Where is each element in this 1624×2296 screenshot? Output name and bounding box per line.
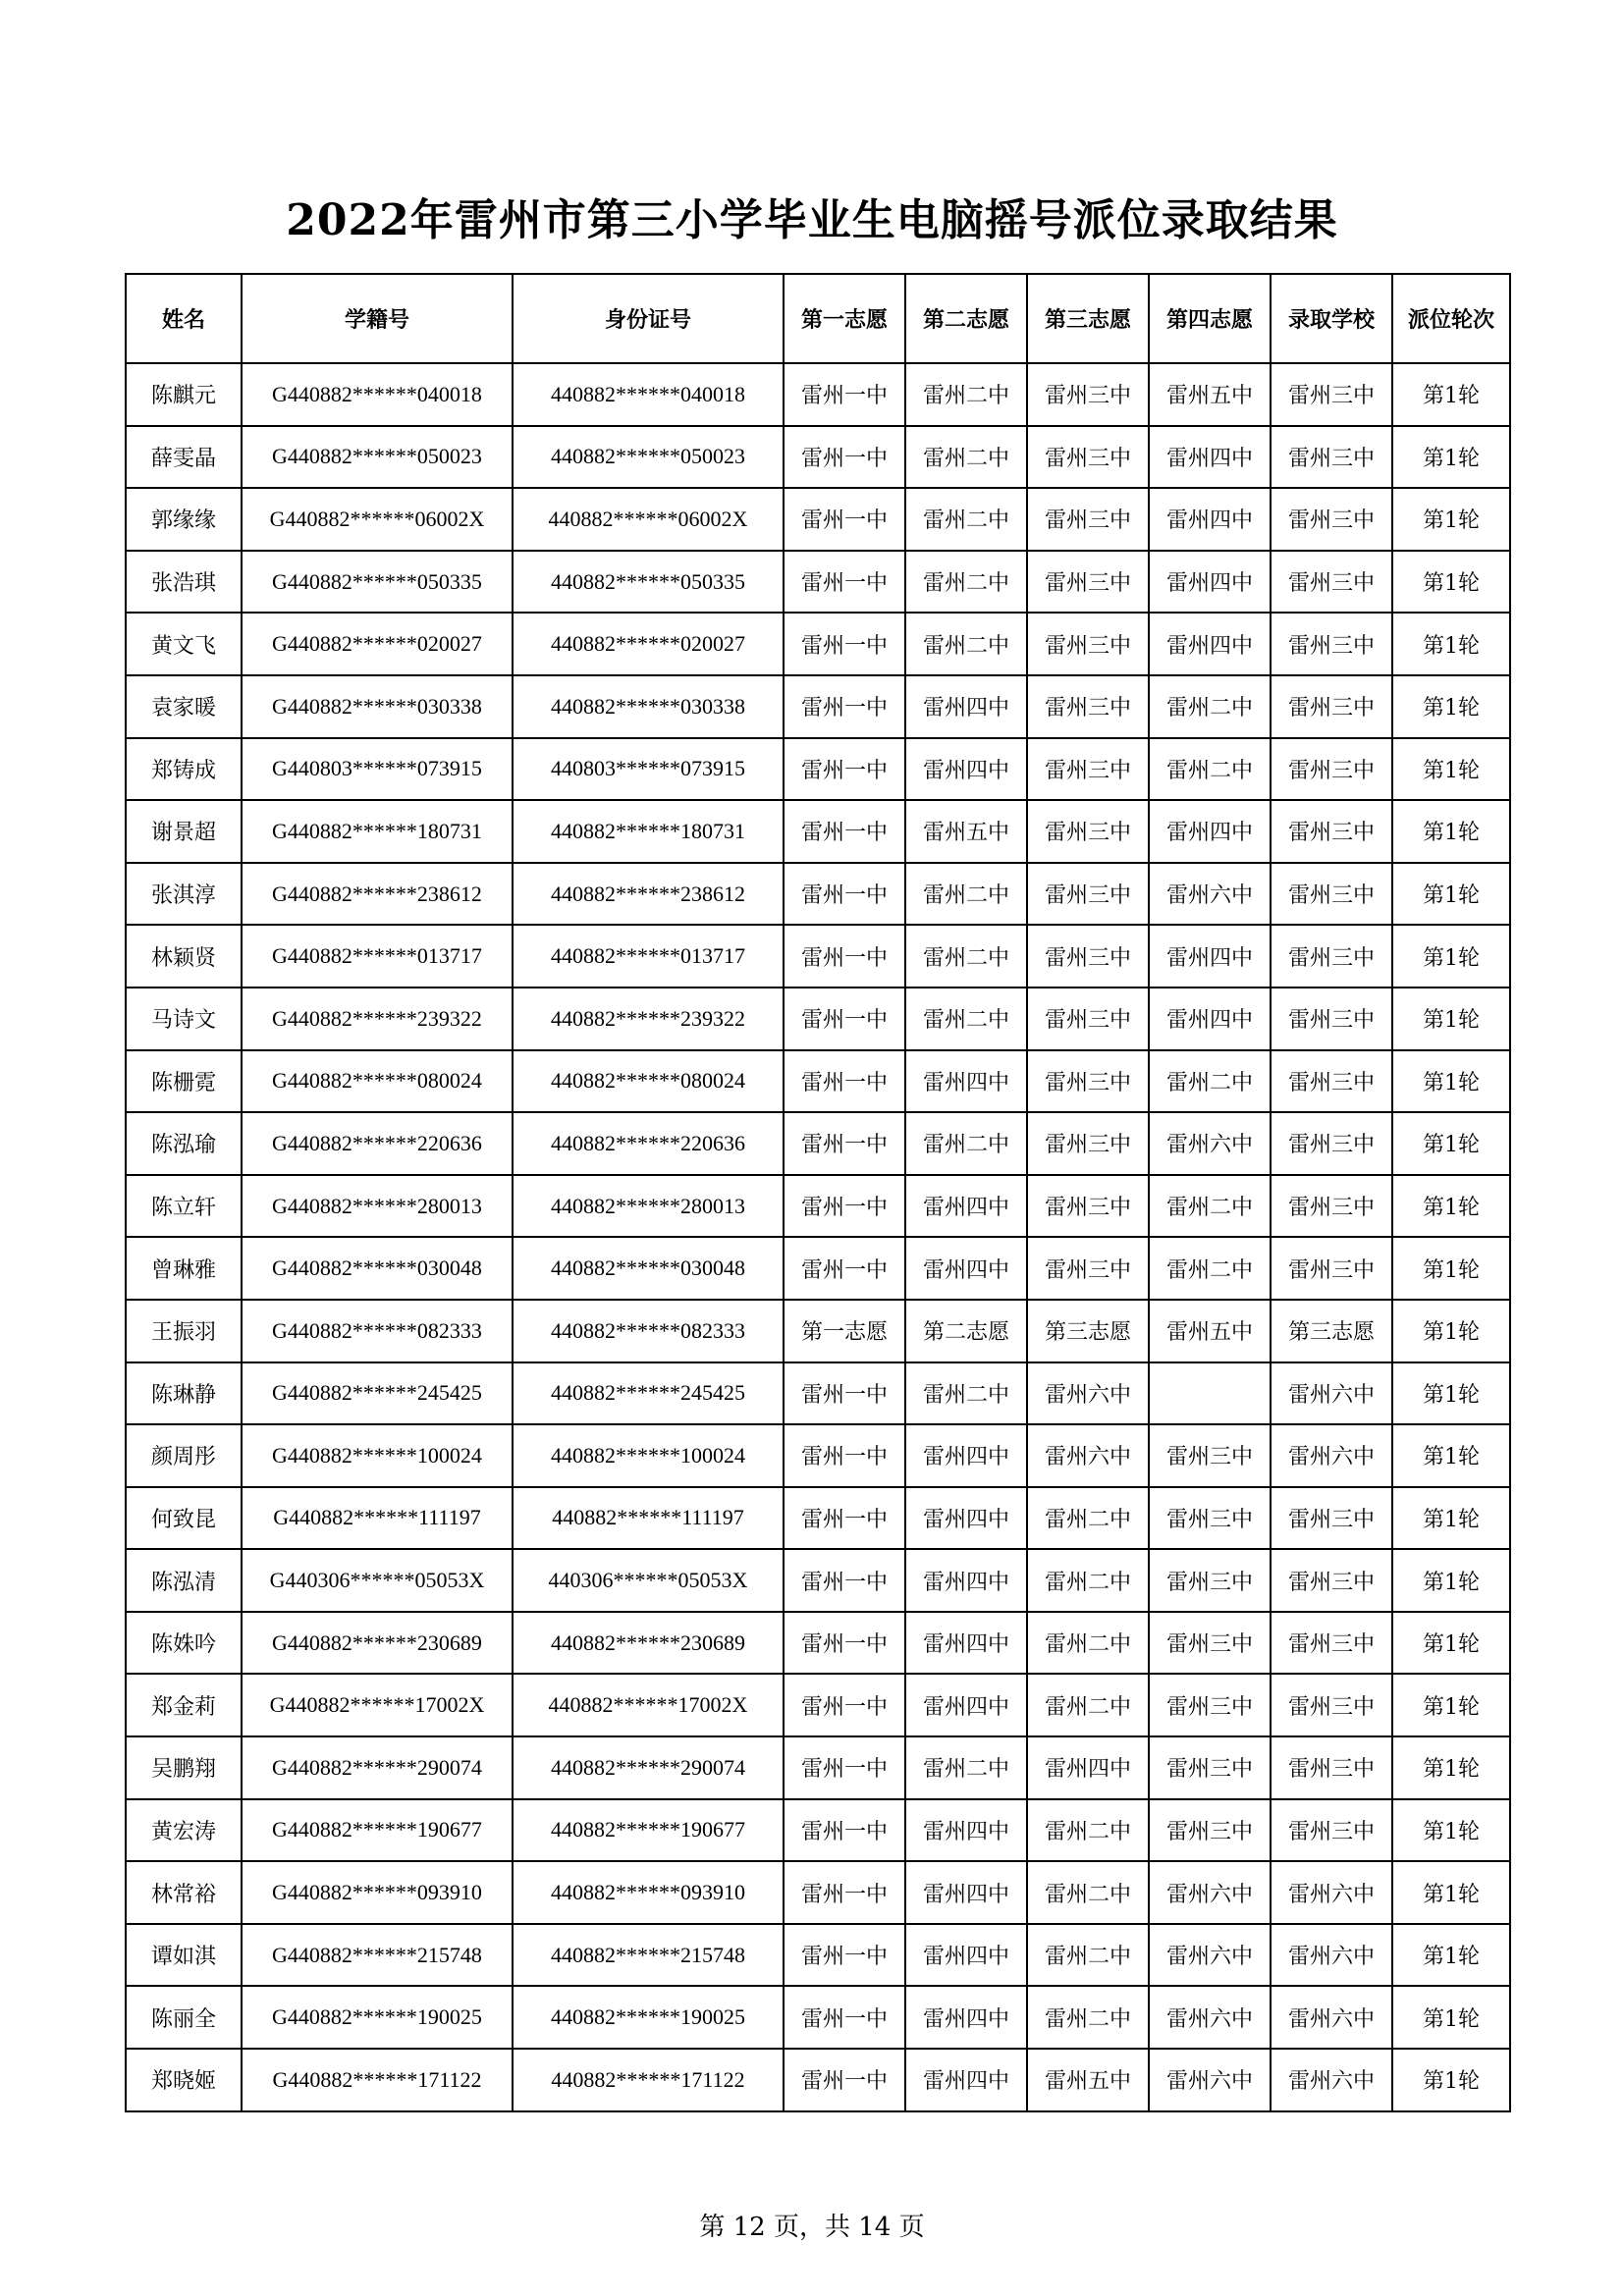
cell-name: 张淇淳: [126, 863, 242, 926]
cell-name: 张浩琪: [126, 551, 242, 614]
table-row: [126, 1799, 1510, 1862]
cell-admitted-school: 雷州三中: [1271, 551, 1392, 614]
col-header-choice-4: 第四志愿: [1149, 274, 1271, 363]
page-footer: 第 12 页，共 14 页: [699, 2213, 925, 2242]
cell-student-id: G440803******073915: [242, 738, 513, 801]
cell-student-id: G440882******030048: [242, 1237, 513, 1300]
cell-name: 薛雯晶: [126, 426, 242, 489]
cell-choice-1: 雷州一中: [784, 675, 905, 738]
cell-choice-2: 雷州二中: [905, 488, 1027, 551]
cell-id-card: 440882******100024: [513, 1424, 784, 1487]
cell-id-card: 440882******245425: [513, 1362, 784, 1425]
cell-choice-1: 雷州一中: [784, 1050, 905, 1113]
cell-admitted-school: 雷州三中: [1271, 1175, 1392, 1238]
cell-round: 第1轮: [1392, 613, 1510, 675]
table-row: [126, 1362, 1510, 1425]
cell-admitted-school: 雷州六中: [1271, 1924, 1392, 1987]
cell-choice-3: 雷州三中: [1027, 1237, 1149, 1300]
cell-choice-3: 雷州二中: [1027, 1986, 1149, 2049]
cell-student-id: G440882******220636: [242, 1112, 513, 1175]
cell-choice-1: 雷州一中: [784, 800, 905, 863]
col-header-student-id: 学籍号: [242, 274, 513, 363]
cell-student-id: G440882******238612: [242, 863, 513, 926]
cell-admitted-school: 雷州三中: [1271, 988, 1392, 1050]
cell-name: 郑金莉: [126, 1674, 242, 1736]
cell-choice-1: 雷州一中: [784, 426, 905, 489]
cell-name: 陈丽全: [126, 1986, 242, 2049]
table-row: [126, 1986, 1510, 2049]
cell-choice-2: 雷州四中: [905, 1175, 1027, 1238]
cell-round: 第1轮: [1392, 1362, 1510, 1425]
cell-choice-3: 雷州二中: [1027, 1924, 1149, 1987]
cell-choice-3: 雷州三中: [1027, 1050, 1149, 1113]
cell-id-card: 440882******080024: [513, 1050, 784, 1113]
cell-choice-2: 雷州二中: [905, 925, 1027, 988]
cell-choice-1: 雷州一中: [784, 1487, 905, 1550]
table-row: [126, 1050, 1510, 1113]
cell-choice-2: 雷州四中: [905, 1924, 1027, 1987]
cell-choice-2: 雷州四中: [905, 1237, 1027, 1300]
cell-round: 第1轮: [1392, 1175, 1510, 1238]
cell-choice-4: 雷州六中: [1149, 1924, 1271, 1987]
cell-choice-1: 雷州一中: [784, 1861, 905, 1924]
cell-choice-2: 雷州四中: [905, 1549, 1027, 1612]
cell-choice-2: 雷州二中: [905, 1362, 1027, 1425]
cell-choice-3: 第三志愿: [1027, 1300, 1149, 1362]
table-row: [126, 800, 1510, 863]
cell-choice-2: 雷州二中: [905, 613, 1027, 675]
cell-admitted-school: 雷州三中: [1271, 1112, 1392, 1175]
cell-choice-1: 雷州一中: [784, 863, 905, 926]
cell-choice-2: 雷州四中: [905, 1424, 1027, 1487]
cell-round: 第1轮: [1392, 2049, 1510, 2111]
cell-choice-4: 雷州五中: [1149, 363, 1271, 426]
cell-name: 袁家暖: [126, 675, 242, 738]
table-row: [126, 1175, 1510, 1238]
cell-admitted-school: 雷州三中: [1271, 613, 1392, 675]
cell-id-card: 440882******180731: [513, 800, 784, 863]
cell-choice-3: 雷州二中: [1027, 1612, 1149, 1675]
col-header-id-card: 身份证号: [513, 274, 784, 363]
cell-choice-2: 第二志愿: [905, 1300, 1027, 1362]
cell-choice-3: 雷州三中: [1027, 988, 1149, 1050]
cell-admitted-school: 雷州六中: [1271, 1424, 1392, 1487]
cell-round: 第1轮: [1392, 1674, 1510, 1736]
cell-id-card: 440882******111197: [513, 1487, 784, 1550]
page-title: 2022年雷州市第三小学毕业生电脑摇号派位录取结果: [286, 195, 1338, 245]
cell-id-card: 440882******082333: [513, 1300, 784, 1362]
cell-name: 陈泓清: [126, 1549, 242, 1612]
cell-choice-1: 雷州一中: [784, 2049, 905, 2111]
cell-choice-4: 雷州三中: [1149, 1424, 1271, 1487]
cell-id-card: 440882******239322: [513, 988, 784, 1050]
cell-round: 第1轮: [1392, 1799, 1510, 1862]
table-row: [126, 1487, 1510, 1550]
cell-choice-4: 雷州六中: [1149, 863, 1271, 926]
cell-choice-1: 雷州一中: [784, 1612, 905, 1675]
cell-choice-4: 雷州三中: [1149, 1674, 1271, 1736]
cell-choice-4: 雷州六中: [1149, 1986, 1271, 2049]
col-header-choice-1: 第一志愿: [784, 274, 905, 363]
cell-student-id: G440882******180731: [242, 800, 513, 863]
cell-name: 郑晓姬: [126, 2049, 242, 2111]
cell-name: 郭缘缘: [126, 488, 242, 551]
cell-admitted-school: 雷州三中: [1271, 738, 1392, 801]
cell-round: 第1轮: [1392, 1424, 1510, 1487]
cell-choice-4: 雷州四中: [1149, 800, 1271, 863]
cell-name: 林常裕: [126, 1861, 242, 1924]
cell-choice-3: 雷州三中: [1027, 488, 1149, 551]
cell-id-card: 440882******013717: [513, 925, 784, 988]
cell-choice-1: 雷州一中: [784, 738, 905, 801]
cell-choice-4: 雷州六中: [1149, 2049, 1271, 2111]
table-row: [126, 1300, 1510, 1362]
cell-admitted-school: 第三志愿: [1271, 1300, 1392, 1362]
cell-name: 陈琳静: [126, 1362, 242, 1425]
cell-student-id: G440882******040018: [242, 363, 513, 426]
cell-admitted-school: 雷州六中: [1271, 1362, 1392, 1425]
cell-id-card: 440882******17002X: [513, 1674, 784, 1736]
cell-id-card: 440882******215748: [513, 1924, 784, 1987]
table-row: [126, 675, 1510, 738]
cell-round: 第1轮: [1392, 925, 1510, 988]
cell-choice-4: 雷州三中: [1149, 1612, 1271, 1675]
cell-student-id: G440882******290074: [242, 1736, 513, 1799]
cell-choice-4: 雷州六中: [1149, 1112, 1271, 1175]
cell-choice-2: 雷州四中: [905, 738, 1027, 801]
cell-student-id: G440882******230689: [242, 1612, 513, 1675]
cell-admitted-school: 雷州六中: [1271, 1986, 1392, 2049]
col-header-round: 派位轮次: [1392, 274, 1510, 363]
cell-choice-3: 雷州三中: [1027, 1112, 1149, 1175]
cell-id-card: 440882******030338: [513, 675, 784, 738]
col-header-name: 姓名: [126, 274, 242, 363]
cell-choice-3: 雷州六中: [1027, 1424, 1149, 1487]
cell-choice-1: 雷州一中: [784, 363, 905, 426]
cell-choice-2: 雷州二中: [905, 426, 1027, 489]
cell-choice-2: 雷州四中: [905, 1861, 1027, 1924]
cell-round: 第1轮: [1392, 675, 1510, 738]
cell-round: 第1轮: [1392, 551, 1510, 614]
table-header-row: [126, 274, 1510, 363]
cell-id-card: 440882******06002X: [513, 488, 784, 551]
cell-choice-4: 雷州二中: [1149, 1050, 1271, 1113]
cell-round: 第1轮: [1392, 863, 1510, 926]
cell-choice-1: 雷州一中: [784, 1986, 905, 2049]
cell-admitted-school: 雷州三中: [1271, 488, 1392, 551]
cell-student-id: G440882******013717: [242, 925, 513, 988]
cell-student-id: G440882******280013: [242, 1175, 513, 1238]
cell-choice-4: 雷州二中: [1149, 738, 1271, 801]
cell-id-card: 440306******05053X: [513, 1549, 784, 1612]
cell-name: 颜周彤: [126, 1424, 242, 1487]
cell-choice-1: 雷州一中: [784, 1424, 905, 1487]
cell-round: 第1轮: [1392, 1112, 1510, 1175]
cell-choice-1: 雷州一中: [784, 1736, 905, 1799]
cell-id-card: 440882******238612: [513, 863, 784, 926]
cell-admitted-school: 雷州三中: [1271, 1237, 1392, 1300]
table-row: [126, 738, 1510, 801]
cell-id-card: 440882******050023: [513, 426, 784, 489]
cell-admitted-school: 雷州三中: [1271, 1799, 1392, 1862]
cell-choice-4: 雷州六中: [1149, 1861, 1271, 1924]
cell-round: 第1轮: [1392, 1924, 1510, 1987]
cell-choice-2: 雷州四中: [905, 1050, 1027, 1113]
cell-round: 第1轮: [1392, 800, 1510, 863]
table-row: [126, 426, 1510, 489]
cell-round: 第1轮: [1392, 1986, 1510, 2049]
table-row: [126, 863, 1510, 926]
cell-choice-4: 雷州三中: [1149, 1549, 1271, 1612]
cell-choice-3: 雷州三中: [1027, 863, 1149, 926]
table-row: [126, 1736, 1510, 1799]
cell-id-card: 440882******030048: [513, 1237, 784, 1300]
cell-choice-2: 雷州二中: [905, 1112, 1027, 1175]
col-header-choice-2: 第二志愿: [905, 274, 1027, 363]
cell-id-card: 440882******171122: [513, 2049, 784, 2111]
cell-choice-4: 雷州二中: [1149, 675, 1271, 738]
cell-student-id: G440882******215748: [242, 1924, 513, 1987]
cell-student-id: G440882******082333: [242, 1300, 513, 1362]
cell-student-id: G440882******030338: [242, 675, 513, 738]
cell-choice-3: 雷州六中: [1027, 1362, 1149, 1425]
cell-round: 第1轮: [1392, 426, 1510, 489]
col-header-admitted-school: 录取学校: [1271, 274, 1392, 363]
cell-choice-2: 雷州四中: [905, 1674, 1027, 1736]
cell-round: 第1轮: [1392, 1612, 1510, 1675]
cell-name: 陈泓瑜: [126, 1112, 242, 1175]
cell-student-id: G440882******06002X: [242, 488, 513, 551]
table-row: [126, 551, 1510, 614]
admission-result-table: [125, 273, 1511, 2112]
table-row: [126, 988, 1510, 1050]
cell-choice-1: 雷州一中: [784, 551, 905, 614]
cell-choice-1: 雷州一中: [784, 488, 905, 551]
cell-student-id: G440306******05053X: [242, 1549, 513, 1612]
cell-choice-4: 雷州三中: [1149, 1487, 1271, 1550]
cell-student-id: G440882******190025: [242, 1986, 513, 2049]
cell-name: 黄文飞: [126, 613, 242, 675]
cell-admitted-school: 雷州三中: [1271, 925, 1392, 988]
cell-choice-3: 雷州二中: [1027, 1549, 1149, 1612]
cell-id-card: 440882******020027: [513, 613, 784, 675]
cell-choice-3: 雷州三中: [1027, 551, 1149, 614]
cell-choice-2: 雷州四中: [905, 1799, 1027, 1862]
cell-choice-4: 雷州二中: [1149, 1175, 1271, 1238]
cell-name: 林颖贤: [126, 925, 242, 988]
cell-choice-2: 雷州二中: [905, 988, 1027, 1050]
cell-student-id: G440882******050335: [242, 551, 513, 614]
cell-name: 曾琳雅: [126, 1237, 242, 1300]
cell-choice-1: 雷州一中: [784, 1924, 905, 1987]
cell-choice-1: 雷州一中: [784, 1799, 905, 1862]
cell-id-card: 440882******280013: [513, 1175, 784, 1238]
cell-name: 陈麒元: [126, 363, 242, 426]
cell-admitted-school: 雷州六中: [1271, 2049, 1392, 2111]
cell-choice-2: 雷州四中: [905, 1986, 1027, 2049]
cell-student-id: G440882******050023: [242, 426, 513, 489]
cell-name: 郑铸成: [126, 738, 242, 801]
cell-choice-3: 雷州四中: [1027, 1736, 1149, 1799]
cell-choice-3: 雷州三中: [1027, 363, 1149, 426]
cell-round: 第1轮: [1392, 488, 1510, 551]
cell-round: 第1轮: [1392, 1549, 1510, 1612]
cell-choice-1: 雷州一中: [784, 988, 905, 1050]
cell-id-card: 440882******093910: [513, 1861, 784, 1924]
cell-id-card: 440882******220636: [513, 1112, 784, 1175]
cell-id-card: 440882******050335: [513, 551, 784, 614]
cell-student-id: G440882******093910: [242, 1861, 513, 1924]
cell-choice-4: 雷州四中: [1149, 988, 1271, 1050]
cell-round: 第1轮: [1392, 1300, 1510, 1362]
cell-choice-4: 雷州四中: [1149, 925, 1271, 988]
cell-student-id: G440882******190677: [242, 1799, 513, 1862]
cell-choice-3: 雷州三中: [1027, 613, 1149, 675]
table-row: [126, 1424, 1510, 1487]
cell-student-id: G440882******020027: [242, 613, 513, 675]
cell-round: 第1轮: [1392, 1050, 1510, 1113]
cell-id-card: 440882******040018: [513, 363, 784, 426]
table-row: [126, 1924, 1510, 1987]
cell-student-id: G440882******080024: [242, 1050, 513, 1113]
col-header-choice-3: 第三志愿: [1027, 274, 1149, 363]
table-row: [126, 1549, 1510, 1612]
cell-name: 何致昆: [126, 1487, 242, 1550]
cell-name: 陈栅霓: [126, 1050, 242, 1113]
cell-id-card: 440803******073915: [513, 738, 784, 801]
cell-name: 马诗文: [126, 988, 242, 1050]
cell-admitted-school: 雷州三中: [1271, 1487, 1392, 1550]
cell-student-id: G440882******17002X: [242, 1674, 513, 1736]
cell-choice-3: 雷州二中: [1027, 1799, 1149, 1862]
table-row: [126, 363, 1510, 426]
cell-name: 王振羽: [126, 1300, 242, 1362]
cell-choice-3: 雷州三中: [1027, 426, 1149, 489]
cell-choice-3: 雷州二中: [1027, 1487, 1149, 1550]
cell-choice-1: 雷州一中: [784, 613, 905, 675]
cell-name: 黄宏涛: [126, 1799, 242, 1862]
cell-choice-1: 雷州一中: [784, 1549, 905, 1612]
cell-admitted-school: 雷州三中: [1271, 1612, 1392, 1675]
cell-choice-3: 雷州三中: [1027, 925, 1149, 988]
cell-name: 陈立轩: [126, 1175, 242, 1238]
cell-choice-4: 雷州三中: [1149, 1736, 1271, 1799]
table-row: [126, 1112, 1510, 1175]
cell-choice-3: 雷州二中: [1027, 1861, 1149, 1924]
cell-choice-2: 雷州五中: [905, 800, 1027, 863]
cell-choice-2: 雷州四中: [905, 1612, 1027, 1675]
cell-choice-1: 雷州一中: [784, 1175, 905, 1238]
cell-round: 第1轮: [1392, 738, 1510, 801]
cell-choice-4: 雷州二中: [1149, 1237, 1271, 1300]
cell-choice-3: 雷州三中: [1027, 675, 1149, 738]
cell-choice-2: 雷州二中: [905, 863, 1027, 926]
cell-choice-4: 雷州四中: [1149, 426, 1271, 489]
cell-choice-4: 雷州四中: [1149, 613, 1271, 675]
cell-round: 第1轮: [1392, 1237, 1510, 1300]
cell-admitted-school: 雷州三中: [1271, 863, 1392, 926]
cell-admitted-school: 雷州三中: [1271, 1674, 1392, 1736]
cell-student-id: G440882******100024: [242, 1424, 513, 1487]
cell-choice-2: 雷州二中: [905, 363, 1027, 426]
cell-admitted-school: 雷州三中: [1271, 1736, 1392, 1799]
table-row: [126, 925, 1510, 988]
cell-choice-3: 雷州三中: [1027, 800, 1149, 863]
cell-choice-2: 雷州四中: [905, 675, 1027, 738]
cell-round: 第1轮: [1392, 1736, 1510, 1799]
cell-choice-4: 雷州五中: [1149, 1300, 1271, 1362]
cell-name: 谢景超: [126, 800, 242, 863]
cell-admitted-school: 雷州三中: [1271, 426, 1392, 489]
cell-student-id: G440882******171122: [242, 2049, 513, 2111]
cell-choice-2: 雷州二中: [905, 1736, 1027, 1799]
cell-choice-1: 雷州一中: [784, 1362, 905, 1425]
table-row: [126, 1237, 1510, 1300]
cell-student-id: G440882******239322: [242, 988, 513, 1050]
cell-round: 第1轮: [1392, 988, 1510, 1050]
cell-id-card: 440882******190677: [513, 1799, 784, 1862]
cell-name: 谭如淇: [126, 1924, 242, 1987]
cell-choice-1: 雷州一中: [784, 1112, 905, 1175]
table-row: [126, 1861, 1510, 1924]
cell-choice-4: 雷州四中: [1149, 551, 1271, 614]
cell-choice-1: 雷州一中: [784, 1674, 905, 1736]
cell-name: 吴鹏翔: [126, 1736, 242, 1799]
table-row: [126, 488, 1510, 551]
cell-choice-3: 雷州三中: [1027, 1175, 1149, 1238]
cell-choice-3: 雷州五中: [1027, 2049, 1149, 2111]
cell-choice-1: 雷州一中: [784, 1237, 905, 1300]
cell-admitted-school: 雷州三中: [1271, 363, 1392, 426]
cell-choice-4: [1149, 1362, 1271, 1425]
cell-choice-2: 雷州四中: [905, 2049, 1027, 2111]
cell-student-id: G440882******245425: [242, 1362, 513, 1425]
cell-id-card: 440882******230689: [513, 1612, 784, 1675]
table-row: [126, 1674, 1510, 1736]
cell-choice-2: 雷州二中: [905, 551, 1027, 614]
cell-admitted-school: 雷州三中: [1271, 800, 1392, 863]
cell-student-id: G440882******111197: [242, 1487, 513, 1550]
table-row: [126, 1612, 1510, 1675]
cell-round: 第1轮: [1392, 1861, 1510, 1924]
cell-choice-1: 第一志愿: [784, 1300, 905, 1362]
cell-admitted-school: 雷州三中: [1271, 1050, 1392, 1113]
cell-admitted-school: 雷州三中: [1271, 675, 1392, 738]
table-row: [126, 613, 1510, 675]
cell-choice-3: 雷州三中: [1027, 738, 1149, 801]
cell-choice-4: 雷州三中: [1149, 1799, 1271, 1862]
cell-choice-1: 雷州一中: [784, 925, 905, 988]
cell-round: 第1轮: [1392, 363, 1510, 426]
cell-round: 第1轮: [1392, 1487, 1510, 1550]
cell-admitted-school: 雷州三中: [1271, 1549, 1392, 1612]
cell-id-card: 440882******290074: [513, 1736, 784, 1799]
table-row: [126, 2049, 1510, 2111]
cell-admitted-school: 雷州六中: [1271, 1861, 1392, 1924]
cell-choice-4: 雷州四中: [1149, 488, 1271, 551]
cell-choice-3: 雷州二中: [1027, 1674, 1149, 1736]
cell-choice-2: 雷州四中: [905, 1487, 1027, 1550]
cell-name: 陈姝吟: [126, 1612, 242, 1675]
cell-id-card: 440882******190025: [513, 1986, 784, 2049]
